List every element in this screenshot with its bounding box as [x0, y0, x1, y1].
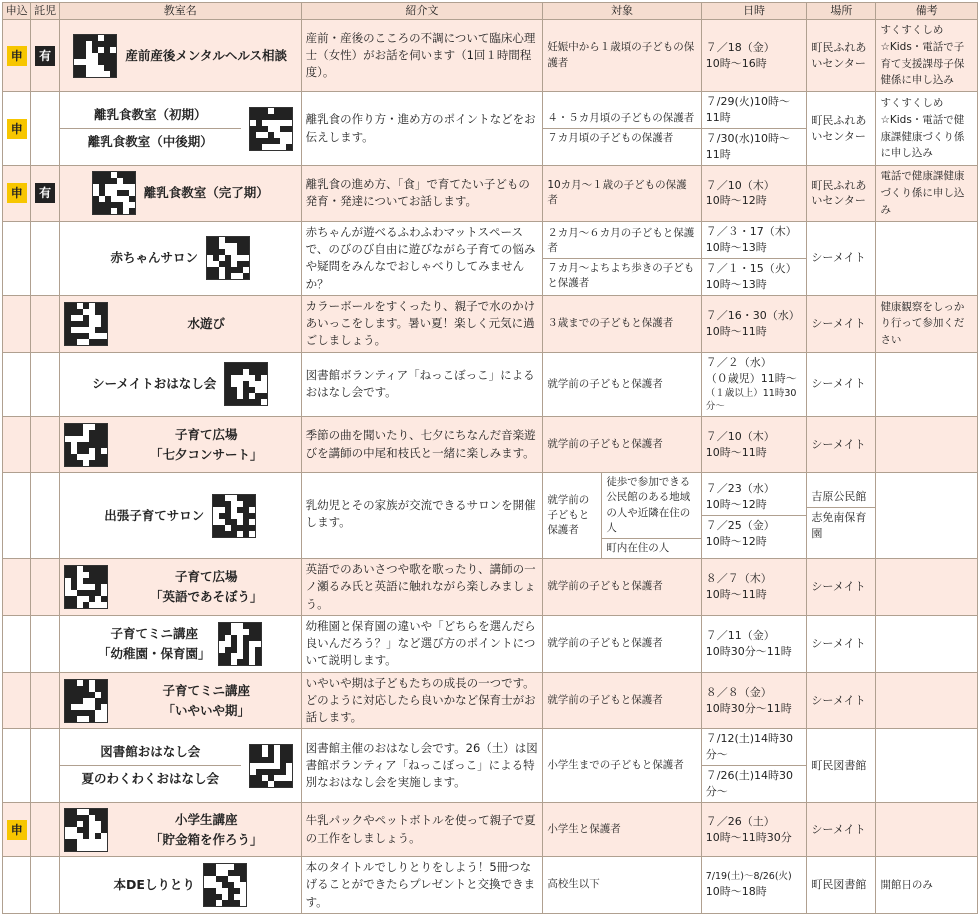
date-time: ７/12(土)14時30分～ [705, 732, 794, 762]
class-note [876, 672, 978, 729]
date-time: 10時～12時 [705, 535, 767, 549]
date-time: ７/29(火)10時～11時 [705, 95, 791, 125]
class-target: 町内在住の人 [602, 538, 700, 558]
class-name: 離乳食教室（完了期） [143, 185, 269, 201]
date-day: ７／１・15（火） [705, 261, 797, 275]
apply-mark: 申 [7, 46, 27, 66]
date-time: （０歳児）11時～ [705, 371, 797, 385]
class-target: 就学前の子どもと保護者 [543, 352, 701, 416]
class-place: シーメイト [807, 559, 876, 616]
class-target: ７カ月頃の子どもの保護者 [543, 128, 700, 148]
date-day: ７／26（土） [705, 814, 775, 828]
class-place: 町民図書館 [807, 729, 876, 803]
class-place: シーメイト [807, 803, 876, 857]
class-place: シーメイト [807, 352, 876, 416]
class-target: 就学前の子どもと保護者 [543, 615, 701, 672]
event-table [2, 2, 978, 914]
date-time: 10時～13時 [705, 277, 767, 291]
class-place: シーメイト [807, 295, 876, 352]
class-name: 離乳食教室（初期） [93, 106, 207, 122]
class-target: ２カ月～６カ月の子どもと保護者 [547, 226, 695, 254]
date-day: ７／10（木） [705, 178, 775, 192]
event-schedule [2, 2, 978, 914]
date-day: ８／７（木） [705, 572, 772, 586]
class-subtitle: 「幼稚園・保育園」 [97, 645, 211, 661]
table-row [3, 803, 978, 857]
class-description: 季節の曲を聞いたり、七夕にちなんだ音楽遊びを講師の中尾和枝氏と一緒に楽しみます。 [301, 417, 543, 473]
class-note [876, 729, 978, 803]
table-row [3, 295, 978, 352]
header-childcare: 託児 [31, 3, 59, 20]
date-time: 10時～12時 [705, 194, 767, 208]
class-place: シーメイト [807, 417, 876, 473]
table-row [3, 729, 978, 803]
date-day: 7/19(土)～8/26(火) [705, 871, 792, 883]
class-target: ４・５カ月頃の子どもの保護者 [547, 111, 695, 124]
date-time: 10時～11時 [705, 324, 767, 338]
apply-mark: 申 [7, 183, 27, 203]
table-row [3, 20, 978, 92]
class-target: 10カ月～１歳の子どもの保護者 [543, 165, 701, 221]
qr-code-icon[interactable] [249, 744, 293, 788]
class-name: 子育て広場 [174, 426, 238, 442]
class-note [876, 473, 978, 559]
class-subtitle: 「貯金箱を作ろう」 [149, 831, 263, 847]
class-description: いやいや期は子どもたちの成長の一つです。どのように対応したら良いかなど保育士がお話します。 [301, 672, 543, 729]
class-target: ３歳までの子どもと保護者 [543, 295, 701, 352]
class-name: 出張子育てサロン [104, 507, 205, 523]
header-datetime: 日時 [701, 3, 807, 20]
class-note [876, 803, 978, 857]
qr-code-icon[interactable] [64, 302, 108, 346]
class-target: 就学前の子どもと保護者 [543, 473, 602, 558]
date-time: （１歳以上）11時30分～ [705, 387, 797, 413]
date-time: 10時～11時 [705, 445, 767, 459]
date-day: ７／３・17（木） [705, 225, 797, 239]
header-target: 対象 [543, 3, 701, 20]
table-row [3, 92, 978, 166]
class-description: 図書館ボランティア「ねっこぼっこ」によるおはなし会です。 [301, 352, 543, 416]
class-name: 図書館おはなし会 [100, 744, 201, 760]
class-description: 乳幼児とその家族が交流できるサロンを開催します。 [301, 473, 543, 559]
class-place: 志免南保育園 [807, 507, 875, 544]
class-target: 小学生までの子どもと保護者 [543, 729, 701, 803]
table-header [3, 3, 978, 20]
table-row [3, 857, 978, 914]
date-day: ７／２（水） [705, 355, 772, 369]
class-name: 子育てミニ講座 [162, 682, 250, 698]
date-time: 10時～13時 [705, 241, 767, 254]
childcare-mark: 有 [35, 183, 55, 203]
qr-code-icon[interactable] [64, 565, 108, 609]
qr-code-icon[interactable] [64, 679, 108, 723]
header-apply: 申込 [3, 3, 31, 20]
class-target: ７カ月～よちよち歩きの子どもと保護者 [543, 258, 700, 293]
class-place: 町民図書館 [807, 857, 876, 914]
class-note [876, 221, 978, 295]
class-description: 幼稚園と保育園の違いや「どちらを選んだら良いんだろう？」など選び方のポイントについて説明します。 [301, 615, 543, 672]
class-target: 就学前の子どもと保護者 [543, 672, 701, 729]
class-note: 健康観察をしっかり行って参加ください [876, 295, 978, 352]
class-place: シーメイト [807, 221, 876, 295]
date-time: ７/26(土)14時30分～ [702, 765, 807, 802]
class-note: 開館日のみ [876, 857, 978, 914]
date-time: 10時～18時 [705, 884, 767, 898]
date-time: 10時30分～11時 [705, 644, 792, 658]
class-name: 本DEしりとり [113, 877, 195, 893]
table-row [3, 672, 978, 729]
qr-code-icon[interactable] [203, 863, 247, 907]
class-target: 小学生と保護者 [543, 803, 701, 857]
class-note [876, 417, 978, 473]
class-name: 赤ちゃんサロン [110, 250, 198, 266]
class-description: カラーボールをすくったり、親子で水のかけあいっこをします。暑い夏！楽しく元気に過ごしましょう。 [301, 295, 543, 352]
class-target: 高校生以下 [543, 857, 701, 914]
qr-code-icon[interactable] [212, 494, 256, 538]
class-place: 吉原公民館 [811, 490, 867, 504]
date-time: ７/30(水)10時～11時 [702, 128, 807, 165]
class-note: すくすくしめ☆Kids・電話で健康課健康づくり係に申し込み [876, 92, 978, 166]
date-day: ７／16・30（水） [705, 308, 800, 322]
header-description: 紹介文 [301, 3, 543, 20]
class-note [876, 559, 978, 616]
class-note: 電話で健康課健康づくり係に申し込み [876, 165, 978, 221]
class-place: 町民ふれあいセンター [807, 20, 876, 92]
table-row [3, 473, 978, 559]
childcare-mark: 有 [35, 46, 55, 66]
class-name: シーメイトおはなし会 [92, 376, 217, 392]
date-time: 10時～12時 [705, 498, 767, 512]
date-day: ７／23（水） [705, 482, 775, 496]
qr-code-icon[interactable] [92, 171, 136, 215]
class-target: 就学前の子どもと保護者 [543, 417, 701, 473]
qr-code-icon[interactable] [206, 236, 250, 280]
class-name: 子育て広場 [174, 569, 238, 585]
date-time: 10時30分～11時 [705, 701, 792, 715]
date-day: ７／18（金） [705, 40, 775, 54]
class-note: すくすくしめ☆Kids・電話で子育て支援課母子保健係に申し込み [876, 20, 978, 92]
table-row [3, 615, 978, 672]
class-name: 産前産後メンタルヘルス相談 [125, 47, 288, 63]
class-description: 英語でのあいさつや歌を歌ったり、講師の一ノ瀬るみ氏と英語に触れながら楽しみましょう。 [301, 559, 543, 616]
class-place: 町民ふれあいセンター [807, 165, 876, 221]
class-target: 妊娠中から１歳頃の子どもの保護者 [543, 20, 701, 92]
class-description: 赤ちゃんが遊べるふわふわマットスペースで、のびのび自由に遊びながら子育ての悩みや疑問をみんなでおしゃべりしてみませんか？ [301, 221, 543, 295]
class-target: 徒歩で参加できる公民館のある地域の人や近隣在住の人 [606, 476, 691, 534]
class-note [876, 352, 978, 416]
header-class-name: 教室名 [59, 3, 301, 20]
class-place: シーメイト [807, 672, 876, 729]
qr-code-icon[interactable] [73, 34, 117, 78]
class-description: 離乳食の作り方・進め方のポイントなどをお伝えします。 [301, 92, 543, 166]
class-name: 子育てミニ講座 [110, 625, 198, 641]
class-subtitle: 「英語であそぼう」 [149, 589, 263, 605]
date-time: 10時～16時 [705, 56, 767, 70]
date-time: 10時～11時 [705, 588, 767, 602]
table-row [3, 165, 978, 221]
class-name: 離乳食教室（中後期） [60, 128, 241, 155]
class-name: 水遊び [187, 315, 225, 331]
class-description: 図書館主催のおはなし会です。26（土）は図書館ボランティア「ねっこぼっこ」による特別なおはなし会を実施します。 [301, 729, 543, 803]
qr-code-icon[interactable] [218, 622, 262, 666]
class-subtitle: 「七夕コンサート」 [149, 446, 263, 462]
date-time: 10時～11時30分 [705, 830, 792, 844]
table-row [3, 352, 978, 416]
apply-mark: 申 [7, 119, 27, 139]
date-day: ７／25（金） [705, 519, 775, 533]
table-row [3, 221, 978, 295]
qr-code-icon[interactable] [249, 107, 293, 151]
table-row [3, 559, 978, 616]
date-day: ７／10（木） [705, 429, 775, 443]
class-target: 就学前の子どもと保護者 [543, 559, 701, 616]
class-name: 小学生講座 [174, 811, 238, 827]
class-place: 町民ふれあいセンター [807, 92, 876, 166]
class-name: 夏のわくわくおはなし会 [60, 765, 241, 792]
header-note: 備考 [876, 3, 978, 20]
qr-code-icon[interactable] [64, 808, 108, 852]
date-day: ８／８（金） [705, 685, 772, 699]
class-description: 離乳食の進め方、「食」で育てたい子どもの発育・発達についてお話します。 [301, 165, 543, 221]
class-description: 産前・産後のこころの不調について臨床心理士（女性）がお話を伺います（1回１時間程度）。 [301, 20, 543, 92]
qr-code-icon[interactable] [64, 423, 108, 467]
header-place: 場所 [807, 3, 876, 20]
table-row [3, 417, 978, 473]
class-note [876, 615, 978, 672]
apply-mark: 申 [7, 820, 27, 840]
qr-code-icon[interactable] [224, 362, 268, 406]
class-subtitle: 「いやいや期」 [162, 702, 250, 718]
class-description: 本のタイトルでしりとりをしよう！5冊つなげることができたらプレゼントと交換できます。 [301, 857, 543, 914]
date-day: ７／11（金） [705, 628, 775, 642]
class-place: シーメイト [807, 615, 876, 672]
class-description: 牛乳パックやペットボトルを使って親子で夏の工作をしましょう。 [301, 803, 543, 857]
